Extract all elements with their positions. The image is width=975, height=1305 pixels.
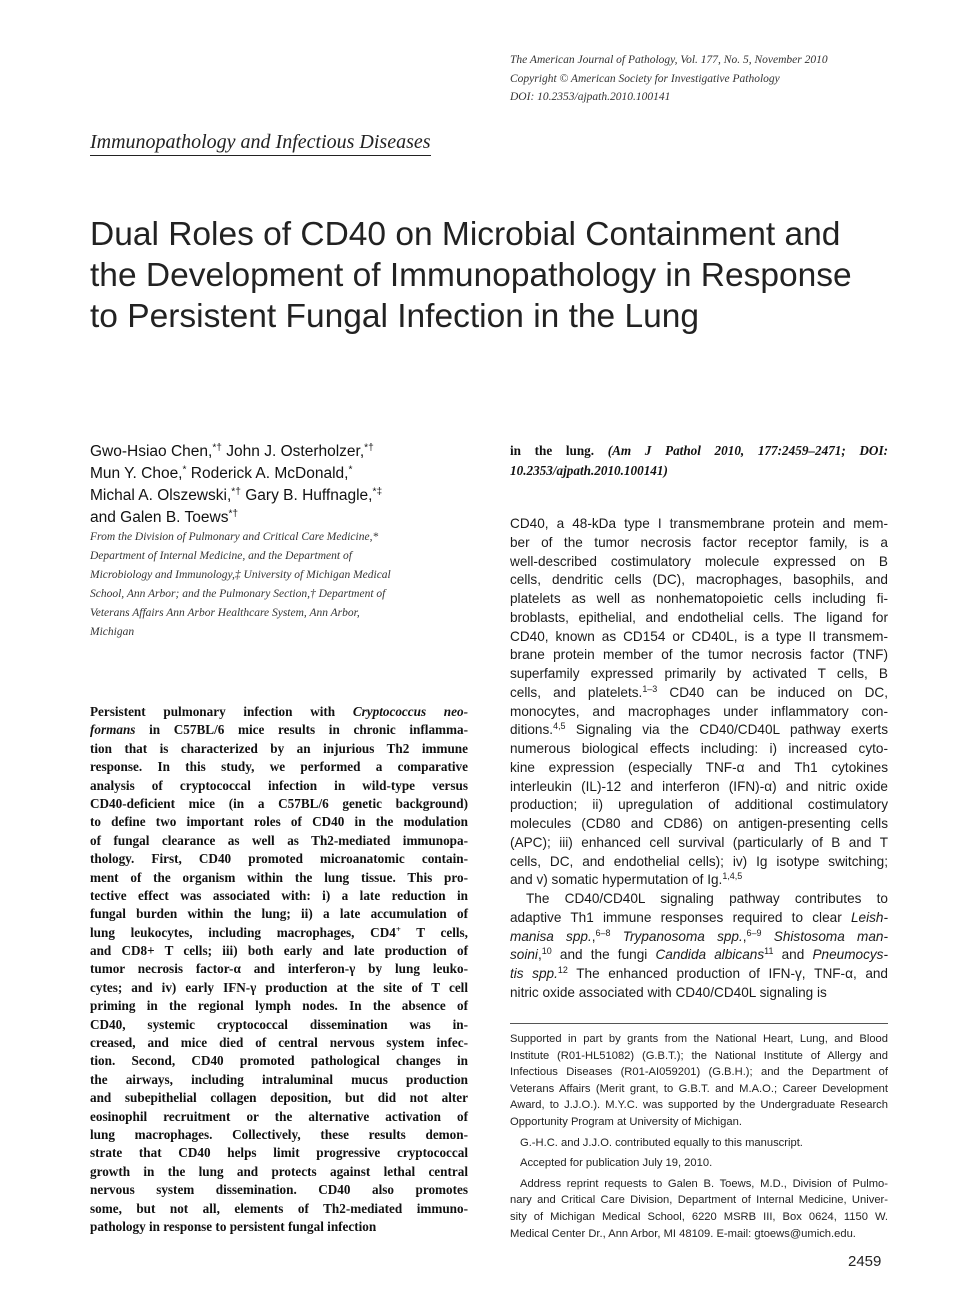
body-line: soini,$^{10}$ and the fungi Candida albicans$^{11}$ and Pneumocys- xyxy=(510,946,889,963)
body-line: molecules (CD80 and CD86) on antigen-presenting cells xyxy=(510,816,888,831)
footnote-line: Institute (R01-HL51082) (G.B.T.); the National Institute of Allergy and xyxy=(510,1049,888,1062)
abstract-line: and CD8+ T cells; iii) both early and late production of xyxy=(90,943,468,959)
author-line xyxy=(90,441,510,463)
author-name: John J. Osterholzer, xyxy=(222,443,365,460)
author-affiliation-mark: *† xyxy=(212,442,222,454)
citation-line xyxy=(510,441,888,461)
body-line: broblasts, epithelial, and endothelial cells. The ligand for xyxy=(510,609,888,625)
affiliation xyxy=(90,528,470,642)
body-line: cells, and platelets.$^{1-3}$ CD40 can be induced on DC, xyxy=(510,683,888,700)
citation-reference: (Am J Pathol 2010, 177:2459–2471; DOI: xyxy=(594,443,888,458)
body-line: superfamily expressed primarily by activated T cells, B xyxy=(510,666,888,681)
footnote-line: Award, to J.J.O.). M.Y.C. was supported by the Undergraduate Research xyxy=(510,1099,888,1112)
footnote-line: Address reprint requests to Galen B. Toews, M.D., Division of Pulmo- xyxy=(520,1177,888,1190)
body-line: cells, dendritic cells (DC), macrophages, basophils, and xyxy=(510,572,888,588)
body-line: tis spp.$^{12}$ The enhanced production of IFN-γ, TNF-α, and xyxy=(510,965,888,981)
body-line: production; ii) upregulation of additional costimulatory xyxy=(510,797,888,813)
body-line: platelets as well as nonhematopoietic cells including fi- xyxy=(510,591,888,606)
abstract-line: and subepithelial collagen deposition, but did not alter xyxy=(90,1090,468,1106)
article-citation xyxy=(510,441,888,481)
body-line: ber of the tumor necrosis factor receptor family, is a xyxy=(510,534,888,550)
affiliation-line: School, Ann Arbor; and the Pulmonary Section,† Department of xyxy=(90,588,386,600)
title-line: Dual Roles of CD40 on Microbial Containment and xyxy=(90,216,841,253)
footnote-line: Accepted for publication July 19, 2010. xyxy=(520,1157,713,1170)
author-affiliation-mark: *† xyxy=(231,486,241,498)
author-affiliation-mark: * xyxy=(348,464,353,476)
abstract-line: response. In this study, we performed a comparative xyxy=(90,759,468,775)
abstract-line: strate that CD40 helps limit progressive cryptococcal xyxy=(90,1145,468,1161)
author-name: and Galen B. Toews xyxy=(90,509,229,526)
body-line: adaptive Th1 immune responses required to clear Leish- xyxy=(510,909,888,925)
author-name: Roderick A. McDonald, xyxy=(186,465,349,482)
body-line: brane protein member of the tumor necrosis factor (TNF) xyxy=(510,647,888,663)
author-name: Gwo-Hsiao Chen, xyxy=(90,443,213,460)
citation-text: in the lung. xyxy=(510,443,595,458)
abstract-line: analysis of cryptococcal infection in wild-type versus xyxy=(90,777,468,793)
abstract-line: tumor necrosis factor-α and interferon-γ by lung leuko- xyxy=(90,961,468,977)
citation-line xyxy=(510,461,888,481)
body-line: kine expression (especially TNF-α and Th1 cytokines xyxy=(510,759,888,775)
abstract-line: cytes; and iv) early IFN-γ production at the site of T cell xyxy=(90,979,468,995)
body-line: well-described costimulatory molecule expressed on B xyxy=(510,553,888,569)
journal-doi-line: DOI: 10.2353/ajpath.2010.100141 xyxy=(510,91,671,103)
body-line: numerous biological effects including: i) increased cyto- xyxy=(510,741,888,756)
abstract-line: of fungal clearance as well as Th2-mediated immunopa- xyxy=(90,832,468,848)
author-affiliation-mark: *† xyxy=(228,508,239,520)
abstract-line: growth in the lung and protects against lethal central xyxy=(90,1163,468,1179)
abstract-line: Persistent pulmonary infection with Cryptococcus neo- xyxy=(90,704,468,719)
body-line: (APC); iii) enhanced cell survival (particularly of B and T xyxy=(510,834,888,850)
abstract-line: some, but not all, elements of Th2-mediated immuno- xyxy=(90,1200,468,1216)
body-line: cells, DC, and endothelial cells); iv) Ig isotype switching; xyxy=(510,853,888,869)
body-line: CD40, known as CD154 or CD40L, is a type II transmem- xyxy=(510,628,888,644)
footnote-line: Supported in part by grants from the National Heart, Lung, and Blood xyxy=(510,1033,888,1045)
abstract-line: fungal burden within the lung; ii) a late accumulation of xyxy=(90,906,468,922)
abstract-line: creased, and mice died of central nervous system infec- xyxy=(90,1035,468,1051)
author-name: Gary B. Huffnagle, xyxy=(240,487,373,504)
abstract-line: lung macrophages. Collectively, these results demon- xyxy=(90,1126,468,1142)
author-affiliation-mark: * xyxy=(182,464,187,476)
title-line: the Development of Immunopathology in Response xyxy=(90,257,852,294)
abstract-line: eosinophil recruitment or the alternative activation of xyxy=(90,1108,468,1124)
author-affiliation-mark: *† xyxy=(364,442,374,454)
footnote-divider xyxy=(510,1023,888,1024)
abstract-line: lung leukocytes, including macrophages, CD4+ T cells, xyxy=(90,923,468,940)
body-line: interleukin (IL)-12 and interferon (IFN)-α) and nitric oxide xyxy=(510,778,888,794)
footnote-line: G.-H.C. and J.J.O. contributed equally to this manuscript. xyxy=(520,1136,803,1149)
body-line: ditions.$^{4,5}$ Signaling via the CD40/CD40L pathway exerts xyxy=(510,721,888,738)
footnote-line: sity of Michigan Medical School, 6220 MSRB III, Box 0624, 1150 W. xyxy=(510,1210,888,1223)
author-line xyxy=(90,463,510,485)
abstract-line: CD40-deficient mice (in a C57BL/6 genetic background) xyxy=(90,795,468,811)
abstract-line: the airways, including intraluminal mucus production xyxy=(90,1071,468,1087)
body-line: nitric oxide associated with CD40/CD40L signaling is xyxy=(510,984,827,1000)
body-line: CD40, a 48-kDa type I transmembrane protein and mem- xyxy=(510,516,888,531)
introduction-text xyxy=(510,515,888,1003)
author-affiliation-mark: *‡ xyxy=(372,486,383,498)
title-line: to Persistent Fungal Infection in the Lung xyxy=(90,298,699,335)
body-line: and v) somatic hypermutation of Ig.$^{1,4,5}$ xyxy=(510,871,743,888)
journal-copyright-line: Copyright © American Society for Investigative Pathology xyxy=(510,72,780,85)
footnote-line: nary and Critical Care Division, Department of Internal Medicine, Univer- xyxy=(510,1194,888,1207)
footnote-line: Medical Center Dr., Ann Arbor, MI 48109. E-mail: gtoews@umich.edu. xyxy=(510,1227,856,1240)
journal-citation-line: The American Journal of Pathology, Vol. 177, No. 5, November 2010 xyxy=(510,54,828,66)
abstract-line: thology. First, CD40 promoted microanatomic contain- xyxy=(90,851,468,867)
citation-doi: 10.2353/ajpath.2010.100141) xyxy=(510,463,668,478)
page-number: 2459 xyxy=(848,1253,882,1270)
footnote-line: Veterans Affairs (Merit grant, to G.B.T. and M.A.O.; Career Development xyxy=(510,1082,888,1095)
body-line: monocytes, and macrophages under inflammatory con- xyxy=(510,703,888,719)
footnote-line: Opportunity Program at University of Michigan. xyxy=(510,1115,742,1128)
footnotes xyxy=(510,1031,888,1242)
abstract-line: ment of the organism within the lung tissue. This pro- xyxy=(90,869,468,885)
abstract-line: tion that is characterized by an injurious Th2 immune xyxy=(90,740,468,756)
author-line xyxy=(90,485,510,507)
author-name: Michal A. Olszewski, xyxy=(90,487,232,504)
article-title xyxy=(90,214,890,337)
abstract xyxy=(90,703,468,1236)
abstract-line: to define two important roles of CD40 in the modulation xyxy=(90,814,468,830)
affiliation-line: From the Division of Pulmonary and Critical Care Medicine,* xyxy=(90,531,379,543)
affiliation-line: Michigan xyxy=(90,626,135,638)
abstract-line: formans in C57BL/6 mice results in chronic inflamma- xyxy=(90,722,468,738)
journal-info xyxy=(510,51,930,107)
author-list xyxy=(90,441,510,529)
abstract-line: CD40, systemic cryptococcal dissemination was in- xyxy=(90,1016,468,1032)
body-line: manisa spp.,$^{6-8}$ Trypanosoma spp.,$^{6-9}$ Shistosoma man- xyxy=(510,927,888,944)
abstract-line: tective effect was associated with: i) a late reduction in xyxy=(90,887,468,903)
abstract-line: nervous system dissemination. CD40 also promotes xyxy=(90,1182,468,1198)
abstract-line: pathology in response to persistent fungal infection xyxy=(90,1218,377,1234)
affiliation-line: Microbiology and Immunology,‡ University of Michigan Medical xyxy=(90,569,391,581)
author-name: Mun Y. Choe, xyxy=(90,465,183,482)
footnote-line: Infectious Diseases (R01-AI059201) (G.B.H.); and the Department of xyxy=(510,1066,888,1079)
affiliation-line: Department of Internal Medicine, and the Department of xyxy=(90,550,352,562)
body-line: The CD40/CD40L signaling pathway contributes to xyxy=(526,891,888,906)
affiliation-line: Veterans Affairs Ann Arbor Healthcare System, Ann Arbor, xyxy=(90,607,360,619)
abstract-line: tion. Second, CD40 promoted pathological changes in xyxy=(90,1053,468,1069)
section-heading: Immunopathology and Infectious Diseases xyxy=(90,131,431,156)
abstract-line: priming in the regional lymph nodes. In the absence of xyxy=(90,998,468,1014)
author-line xyxy=(90,507,510,529)
